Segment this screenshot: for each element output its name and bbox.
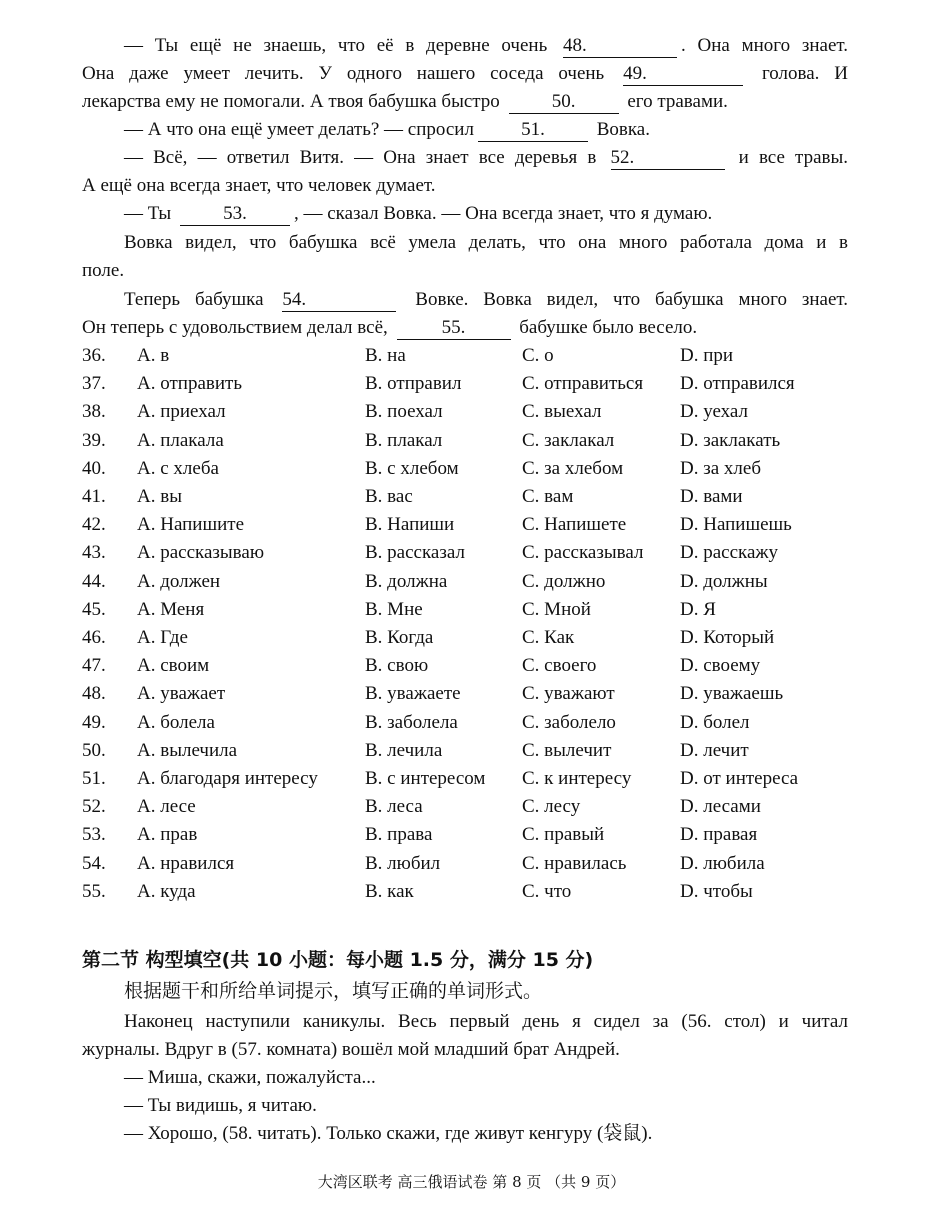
passage-line-2 xyxy=(82,60,848,88)
section-2-instruction: 根据题干和所给单词提示，填写正确的单词形式。 xyxy=(124,981,543,1002)
option-row-53 xyxy=(82,821,862,849)
option-b: B. права xyxy=(365,824,433,846)
option-b: B. рассказал xyxy=(365,542,465,564)
option-row-54 xyxy=(82,850,862,878)
option-c: C. к интересу xyxy=(522,768,632,790)
question-number: 36. xyxy=(82,345,106,366)
question-number: 38. xyxy=(82,401,106,423)
question-number: 50. xyxy=(82,739,106,761)
option-b: B. на xyxy=(365,345,406,366)
option-d: D. за хлеб xyxy=(680,457,761,479)
question-number: 45. xyxy=(82,598,106,620)
option-d: D. лечит xyxy=(680,739,749,761)
option-row-42 xyxy=(82,511,862,539)
option-a: A. болела xyxy=(137,711,215,733)
option-b: B. Мне xyxy=(365,598,423,620)
option-d: D. чтобы xyxy=(680,880,753,902)
option-a: A. своим xyxy=(137,655,210,677)
blank-53: 53. xyxy=(180,203,290,226)
option-row-47 xyxy=(82,652,862,680)
option-b: B. как xyxy=(365,880,414,902)
option-c: C. выехал xyxy=(522,401,602,423)
option-b: B. с интересом xyxy=(365,768,486,790)
option-d: D. Напишешь xyxy=(680,514,792,536)
passage-line-4 xyxy=(124,116,848,144)
blank-48: 48. xyxy=(563,35,677,58)
option-d: D. при xyxy=(680,345,734,366)
option-c: C. Как xyxy=(522,627,575,649)
option-a: A. вылечила xyxy=(137,739,238,761)
option-row-45 xyxy=(82,596,862,624)
option-row-46 xyxy=(82,624,862,652)
question-number: 44. xyxy=(82,570,106,592)
question-number: 51. xyxy=(82,768,106,790)
option-c: C. о xyxy=(522,345,554,366)
option-d: D. от интереса xyxy=(680,768,799,790)
option-a: A. Меня xyxy=(137,598,205,620)
passage-line-11 xyxy=(82,314,848,342)
option-b: B. заболела xyxy=(365,711,458,733)
option-a: A. благодаря интересу xyxy=(137,768,318,790)
option-c: C. уважают xyxy=(522,683,615,705)
option-c: C. Мной xyxy=(522,598,591,620)
page-footer: 大湾区联考 高三俄语试卷 第 8 页 （共 9 页） xyxy=(317,1173,626,1191)
option-c: C. правый xyxy=(522,824,605,846)
option-row-43 xyxy=(82,539,862,567)
option-d: D. своему xyxy=(680,655,761,677)
text-segment: Он теперь с удовольствием делал всё, xyxy=(82,317,388,338)
option-a: A. Где xyxy=(137,627,188,649)
question-number: 43. xyxy=(82,542,106,564)
option-c: C. лесу xyxy=(522,796,581,818)
option-d: D. Я xyxy=(680,598,716,620)
passage-line-3 xyxy=(82,88,848,116)
option-d: D. заклакать xyxy=(680,429,781,451)
option-a: A. вы xyxy=(137,486,182,508)
option-b: B. должна xyxy=(365,570,448,592)
option-row-49 xyxy=(82,709,862,737)
text-segment: — Ты ещё не знаешь, что её в деревне очень xyxy=(124,35,548,56)
text-segment: Теперь бабушка xyxy=(124,289,264,310)
option-a: A. рассказываю xyxy=(137,542,265,564)
option-d: D. расскажу xyxy=(680,542,779,564)
text-segment: лекарства ему не помогали. А твоя бабушка быстро xyxy=(82,91,500,112)
option-a: A. с хлеба xyxy=(137,457,219,479)
section-2-dialogue-3: — Хорошо, (58. читать). Только скажи, где живут кенгуру (袋鼠). xyxy=(124,1123,653,1144)
option-row-48 xyxy=(82,680,862,708)
blank-55: 55. xyxy=(397,317,511,340)
blank-50: 50. xyxy=(509,91,619,114)
option-c: C. отправиться xyxy=(522,373,644,395)
option-b: B. с хлебом xyxy=(365,457,459,479)
question-number: 52. xyxy=(82,796,106,818)
text-segment: — Ты xyxy=(124,203,172,224)
passage-line-10 xyxy=(124,286,848,314)
option-row-51 xyxy=(82,765,862,793)
passage-line-8: Вовка видел, что бабушка всё умела делать, что она много работала дома и в xyxy=(124,232,848,253)
option-c: C. вам xyxy=(522,486,574,508)
option-a: A. Напишите xyxy=(137,514,244,536)
option-a: A. прав xyxy=(137,824,198,846)
option-b: B. свою xyxy=(365,655,429,677)
option-a: A. плакала xyxy=(137,429,224,451)
question-number: 42. xyxy=(82,514,106,536)
option-row-52 xyxy=(82,793,862,821)
option-row-40 xyxy=(82,455,862,483)
option-row-36 xyxy=(82,342,862,370)
option-a: A. куда xyxy=(137,880,196,902)
option-b: B. уважаете xyxy=(365,683,461,705)
section-2-paragraph-line-2: журналы. Вдруг в (57. комната) вошёл мой младший брат Андрей. xyxy=(82,1039,620,1060)
blank-51: 51. xyxy=(478,119,588,142)
text-segment: — Всё, — ответил Витя. — Она знает все деревья в xyxy=(124,147,597,168)
option-c: C. вылечит xyxy=(522,739,612,761)
option-a: A. приехал xyxy=(137,401,226,423)
option-c: C. за хлебом xyxy=(522,457,624,479)
question-number: 40. xyxy=(82,457,106,479)
blank-54: 54. xyxy=(282,289,396,312)
option-d: D. вами xyxy=(680,486,743,508)
option-a: A. должен xyxy=(137,570,221,592)
text-segment: — А что она ещё умеет делать? — спросил xyxy=(124,119,474,140)
option-c: C. заболело xyxy=(522,711,616,733)
question-number: 46. xyxy=(82,627,106,649)
question-number: 47. xyxy=(82,655,106,677)
option-b: B. любил xyxy=(365,852,441,874)
option-c: C. Напишете xyxy=(522,514,627,536)
blank-49: 49. xyxy=(623,63,743,86)
passage-line-1 xyxy=(124,32,848,60)
option-b: B. вас xyxy=(365,486,413,508)
question-number: 49. xyxy=(82,711,106,733)
option-d: D. любила xyxy=(680,852,765,874)
option-c: C. рассказывал xyxy=(522,542,644,564)
text-segment: бабушке было весело. xyxy=(519,317,698,338)
option-row-50 xyxy=(82,737,862,765)
question-number: 53. xyxy=(82,824,106,846)
option-a: A. уважает xyxy=(137,683,226,705)
option-d: D. уважаешь xyxy=(680,683,784,705)
option-row-38 xyxy=(82,398,862,426)
option-d: D. правая xyxy=(680,824,758,846)
option-a: A. лесе xyxy=(137,796,196,818)
blank-52: 52. xyxy=(611,147,725,170)
option-d: D. отправился xyxy=(680,373,795,395)
passage-line-6: А ещё она всегда знает, что человек думает. xyxy=(82,175,436,196)
section-2-dialogue-1: — Миша, скажи, пожалуйста... xyxy=(124,1067,376,1088)
option-a: A. нравился xyxy=(137,852,235,874)
question-number: 55. xyxy=(82,880,106,902)
text-segment: , — сказал Вовка. — Она всегда знает, что я думаю. xyxy=(293,203,713,224)
option-d: D. лесами xyxy=(680,796,761,818)
option-a: A. отправить xyxy=(137,373,242,395)
option-b: B. леса xyxy=(365,796,423,818)
option-b: B. лечила xyxy=(365,739,443,761)
option-b: B. Когда xyxy=(365,627,434,649)
text-segment: . Она много знает. xyxy=(681,35,848,56)
text-segment: и все травы. xyxy=(738,147,848,168)
option-c: C. что xyxy=(522,880,572,902)
option-row-39 xyxy=(82,427,862,455)
option-b: B. плакал xyxy=(365,429,443,451)
text-segment: его травами. xyxy=(627,91,728,112)
passage-line-7 xyxy=(124,200,848,228)
text-segment: Вовка. xyxy=(596,119,650,140)
options-table xyxy=(82,342,862,906)
option-d: D. уехал xyxy=(680,401,748,423)
text-segment: Вовке. Вовка видел, что бабушка много знает. xyxy=(415,289,848,310)
text-segment: Она даже умеет лечить. У одного нашего соседа очень xyxy=(82,63,605,84)
option-c: C. заклакал xyxy=(522,429,615,451)
option-c: C. своего xyxy=(522,655,597,677)
passage-line-5 xyxy=(124,144,848,172)
option-c: C. нравилась xyxy=(522,852,627,874)
option-d: D. должны xyxy=(680,570,768,592)
passage-line-9: поле. xyxy=(82,260,125,281)
text-segment: голова. И xyxy=(761,63,849,84)
option-d: D. Который xyxy=(680,627,775,649)
section-2-paragraph-line-1: Наконец наступили каникулы. Весь первый день я сидел за (56. стол) и читал xyxy=(124,1011,848,1032)
section-2-dialogue-2: — Ты видишь, я читаю. xyxy=(124,1095,317,1116)
options-body xyxy=(82,342,862,906)
question-number: 54. xyxy=(82,852,106,874)
option-c: C. должно xyxy=(522,570,606,592)
option-row-44 xyxy=(82,568,862,596)
question-number: 39. xyxy=(82,429,106,451)
question-number: 41. xyxy=(82,486,106,508)
question-number: 37. xyxy=(82,373,106,395)
option-a: A. в xyxy=(137,345,170,366)
option-row-55 xyxy=(82,878,862,906)
option-b: B. поехал xyxy=(365,401,443,423)
option-d: D. болел xyxy=(680,711,750,733)
section-2-title: 第二节 构型填空(共 10 小题：每小题 1.5 分，满分 15 分) xyxy=(82,949,594,971)
option-row-41 xyxy=(82,483,862,511)
option-b: B. Напиши xyxy=(365,514,455,536)
option-b: B. отправил xyxy=(365,373,462,395)
option-row-37 xyxy=(82,370,862,398)
question-number: 48. xyxy=(82,683,106,705)
